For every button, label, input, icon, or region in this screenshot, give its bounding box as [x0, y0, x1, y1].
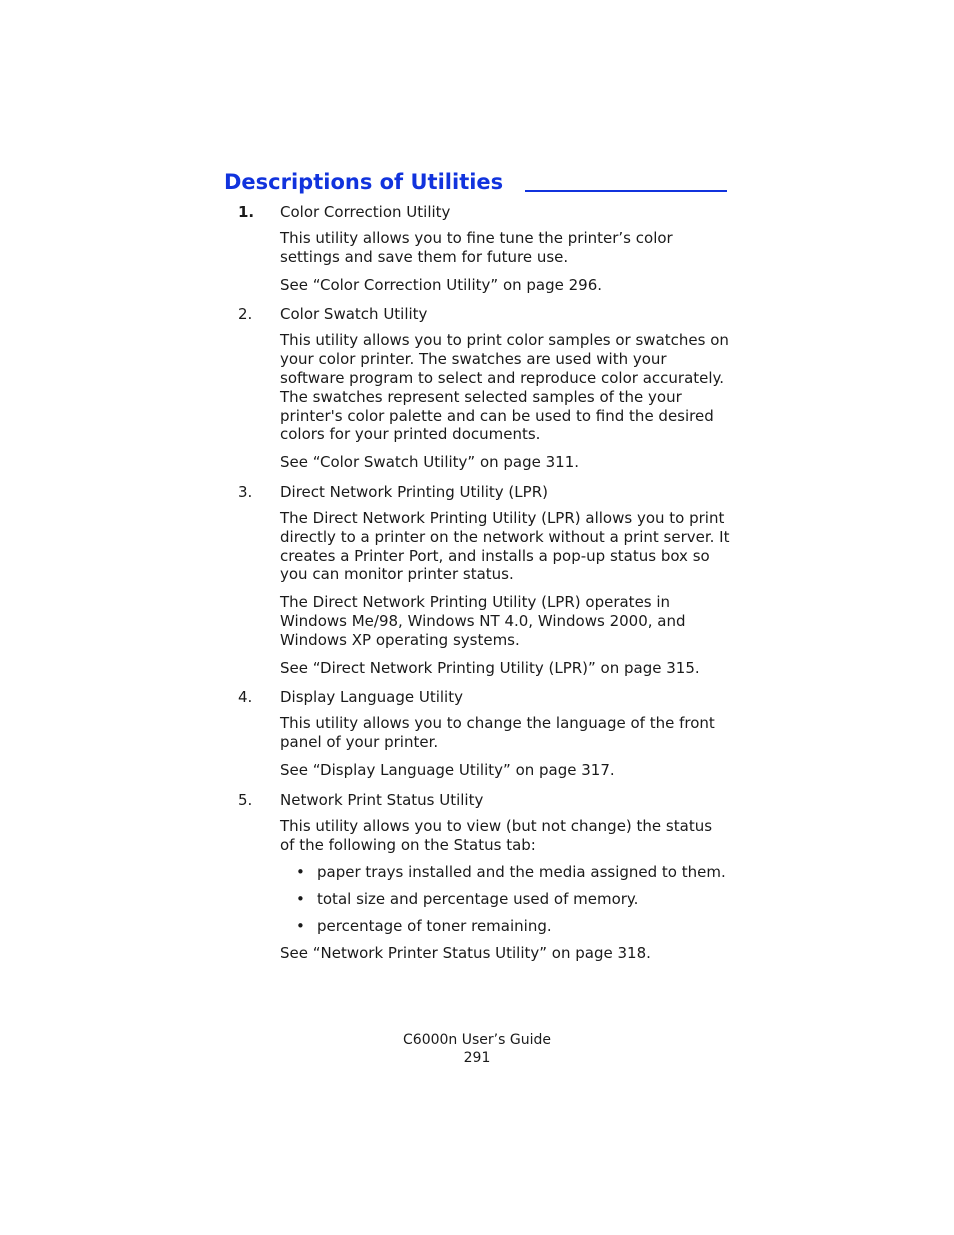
item-description: The Direct Network Printing Utility (LPR) allows you to print directly to a printer on the network without a print server. It creates a Printer Port, and installs a pop-up status box so you can monitor printer status.	[280, 508, 730, 584]
item-title: Color Swatch Utility	[280, 305, 428, 324]
page-footer	[0, 1032, 954, 1067]
bullet-list	[280, 863, 728, 935]
section-heading: Descriptions of Utilities	[224, 170, 504, 194]
item-reference: See “Display Language Utility” on page 317.	[280, 760, 615, 779]
item-title: Color Correction Utility	[280, 203, 451, 221]
item-title: Network Print Status Utility	[280, 790, 484, 809]
list-item-4	[238, 686, 728, 779]
item-title: Direct Network Printing Utility (LPR)	[280, 482, 548, 501]
page-number: 291	[463, 1049, 491, 1066]
item-reference: See “Direct Network Printing Utility (LPR)” on page 315.	[280, 658, 700, 677]
item-description: This utility allows you to change the language of the front panel of your printer.	[280, 714, 715, 752]
list-item-5	[238, 789, 728, 963]
item-description: The Direct Network Printing Utility (LPR) operates in Windows Me/98, Windows NT 4.0, Windows 2000, and Windows XP operating systems.	[280, 593, 686, 649]
bullet-text: percentage of toner remaining.	[317, 916, 552, 935]
item-description: This utility allows you to print color samples or swatches on your color printer. The swatches are used with your software program to select and reproduce color accurately. The swatches represent selected samples of the your printer's color palette and can be used to find the desired colors for your printed documents.	[280, 331, 729, 444]
item-reference: See “Color Correction Utility” on page 296.	[280, 275, 603, 294]
utilities-list	[238, 201, 728, 972]
bullet-item	[280, 863, 727, 882]
bullet-text: total size and percentage used of memory.	[317, 890, 639, 909]
heading-rule	[525, 190, 727, 192]
bullet-icon: •	[296, 916, 305, 935]
item-number: 2.	[238, 305, 253, 324]
item-number: 4.	[238, 688, 253, 707]
bullet-icon: •	[296, 863, 305, 882]
item-number: 3.	[238, 482, 253, 501]
item-number: 5.	[238, 790, 253, 809]
item-number: 1.	[238, 203, 255, 221]
item-title: Display Language Utility	[280, 688, 463, 707]
bullet-text: paper trays installed and the media assigned to them.	[317, 863, 726, 882]
item-reference: See “Network Printer Status Utility” on page 318.	[280, 943, 651, 962]
list-item-2	[238, 303, 728, 472]
bullet-icon: •	[296, 890, 305, 909]
bullet-item	[280, 917, 727, 936]
item-description: This utility allows you to view (but not change) the status of the following on the Status tab:	[280, 816, 713, 854]
item-reference: See “Color Swatch Utility” on page 311.	[280, 453, 580, 472]
item-description: This utility allows you to fine tune the printer’s color settings and save them for future use.	[280, 229, 673, 266]
bullet-item	[280, 890, 727, 909]
list-item-1	[238, 201, 728, 294]
guide-title: C6000n User’s Guide	[403, 1032, 551, 1048]
list-item-3	[238, 481, 728, 677]
